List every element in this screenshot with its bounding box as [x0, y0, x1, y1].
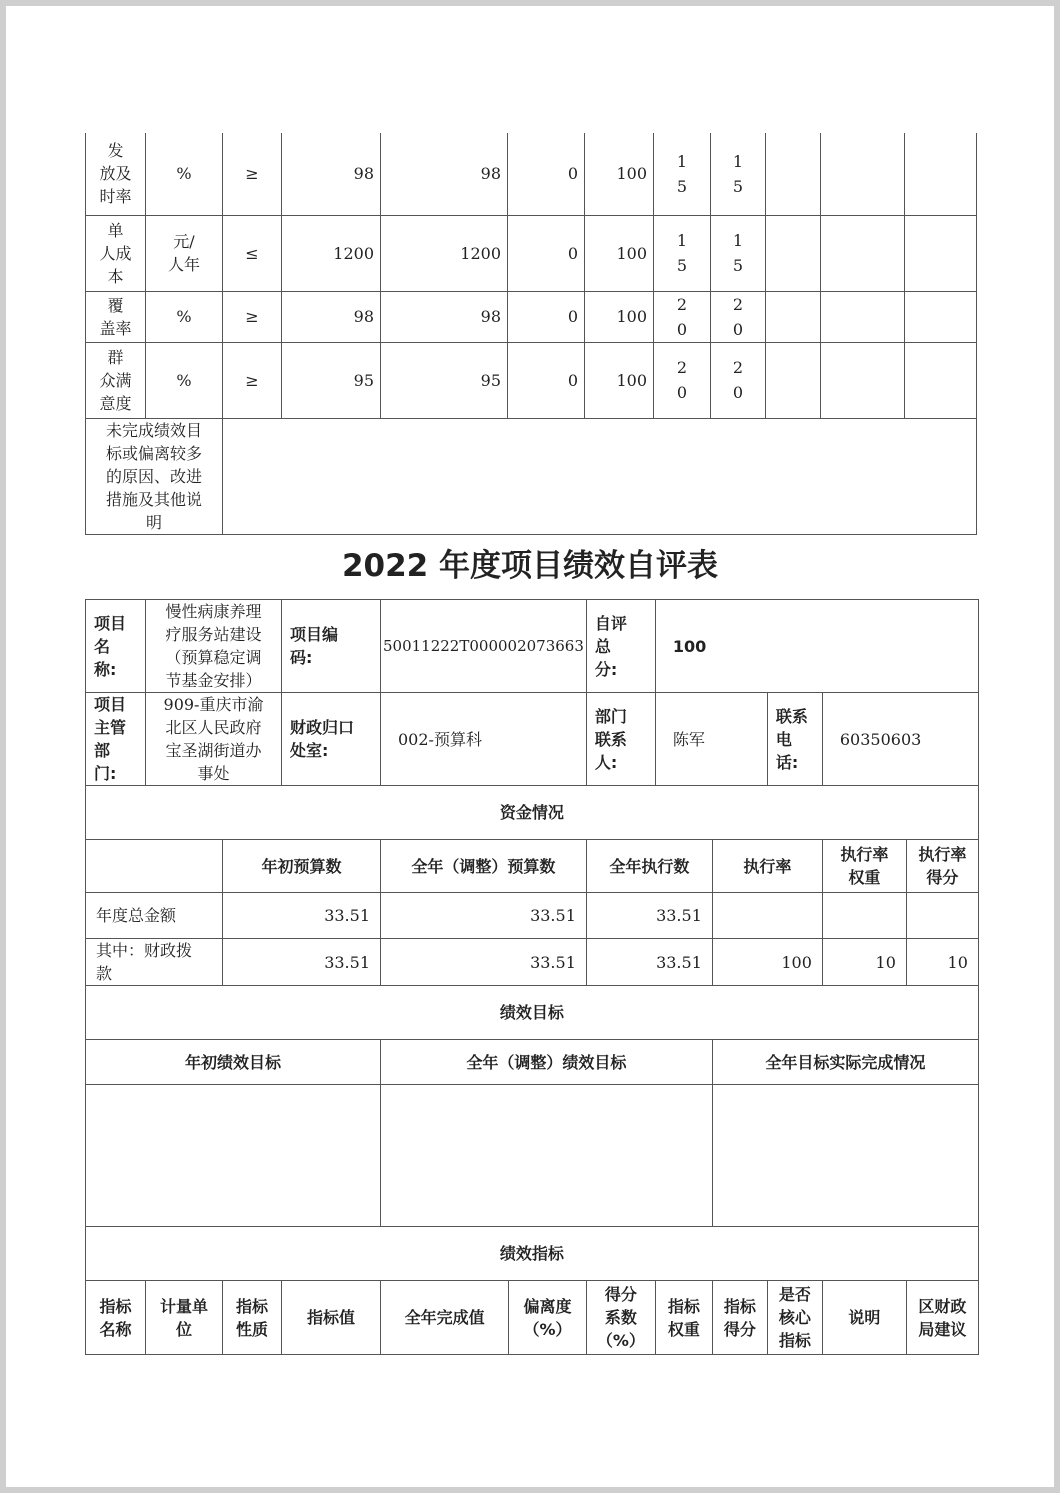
indicators-header-value: 指标值 [282, 1281, 381, 1355]
funds-header-rate: 执行率 [712, 840, 822, 893]
unfinished-reason-row [86, 418, 977, 534]
indicator-core-flag [766, 291, 821, 342]
funds-row-executed: 33.51 [586, 939, 712, 986]
contact-value: 陈军 [655, 693, 767, 786]
indicator-done: 1200 [381, 215, 508, 291]
indicator-name: 群 众满 意度 [86, 342, 146, 418]
indicator-coefficient: 100 [585, 133, 654, 215]
funds-row-initial: 33.51 [223, 893, 381, 939]
indicator-note [821, 133, 905, 215]
finance-office-value: 002-预算科 [381, 693, 587, 786]
indicator-weight: 2 0 [654, 342, 711, 418]
indicator-weight: 1 5 [654, 215, 711, 291]
indicators-section-title: 绩效指标 [86, 1227, 979, 1281]
department-label: 项目 主管 部 门: [86, 693, 146, 786]
indicator-score: 2 0 [711, 342, 766, 418]
indicator-name: 覆 盖率 [86, 291, 146, 342]
indicator-coefficient: 100 [585, 342, 654, 418]
indicator-score: 2 0 [711, 291, 766, 342]
indicator-note [821, 215, 905, 291]
funds-row [86, 893, 979, 939]
funds-row-adjusted: 33.51 [381, 939, 587, 986]
funds-row-initial: 33.51 [223, 939, 381, 986]
indicators-header-coefficient: 得分 系数 （%） [586, 1281, 655, 1355]
indicators-header-core: 是否 核心 指标 [767, 1281, 822, 1355]
indicators-header-done: 全年完成值 [381, 1281, 509, 1355]
funds-row-label: 其中：财政拨 款 [86, 939, 223, 986]
indicator-suggestion [905, 291, 977, 342]
indicator-coefficient: 100 [585, 215, 654, 291]
indicators-header-name: 指标 名称 [86, 1281, 146, 1355]
indicator-score: 1 5 [711, 215, 766, 291]
indicator-coefficient: 100 [585, 291, 654, 342]
indicator-done: 98 [381, 133, 508, 215]
goals-header-adjusted: 全年（调整）绩效目标 [381, 1040, 713, 1085]
self-evaluation-table [85, 599, 979, 1355]
self-score-value: 100 [655, 600, 978, 693]
funds-row-executed: 33.51 [586, 893, 712, 939]
project-info-row [86, 600, 979, 693]
funds-row-weight: 10 [822, 939, 906, 986]
indicators-header-deviation: 偏离度 （%） [509, 1281, 587, 1355]
indicator-note [821, 291, 905, 342]
phone-value: 60350603 [822, 693, 978, 786]
indicator-target: 98 [282, 133, 381, 215]
indicators-header-note: 说明 [822, 1281, 906, 1355]
indicator-suggestion [905, 215, 977, 291]
indicator-unit: % [146, 342, 223, 418]
indicator-operator: ≥ [223, 133, 282, 215]
indicator-row [86, 291, 977, 342]
indicator-suggestion [905, 342, 977, 418]
indicator-continuation-table [85, 133, 977, 535]
funds-header-score: 执行率 得分 [906, 840, 978, 893]
indicator-note [821, 342, 905, 418]
funds-header-executed: 全年执行数 [586, 840, 712, 893]
indicator-core-flag [766, 342, 821, 418]
indicator-name: 发 放及 时率 [86, 133, 146, 215]
funds-section-title: 资金情况 [86, 786, 979, 840]
contact-label: 部门 联系 人: [586, 693, 655, 786]
goals-adjusted-value [381, 1085, 713, 1227]
funds-row-weight [822, 893, 906, 939]
indicator-score: 1 5 [711, 133, 766, 215]
page-title: 2022 年度项目绩效自评表 [341, 548, 719, 584]
funds-row-adjusted: 33.51 [381, 893, 587, 939]
indicator-unit: % [146, 133, 223, 215]
project-code-value: 50011222T000002073663 [381, 600, 587, 693]
funds-row-rate: 100 [712, 939, 822, 986]
project-code-label: 项目编 码: [282, 600, 381, 693]
indicator-target: 95 [282, 342, 381, 418]
indicator-unit: % [146, 291, 223, 342]
indicators-header-row [86, 1281, 979, 1355]
indicators-header-unit: 计量单 位 [146, 1281, 223, 1355]
indicator-target: 1200 [282, 215, 381, 291]
project-name-label: 项目 名 称: [86, 600, 146, 693]
indicator-weight: 1 5 [654, 133, 711, 215]
indicator-core-flag [766, 133, 821, 215]
unfinished-reason-value [223, 418, 977, 534]
indicator-operator: ≥ [223, 342, 282, 418]
indicator-deviation: 0 [508, 342, 585, 418]
unfinished-reason-label: 未完成绩效目 标或偏离较多 的原因、改进 措施及其他说 明 [86, 418, 223, 534]
funds-header-row [86, 840, 979, 893]
funds-header-initial: 年初预算数 [223, 840, 381, 893]
indicator-operator: ≤ [223, 215, 282, 291]
funds-section-header [86, 786, 979, 840]
funds-row [86, 939, 979, 986]
goals-actual-value [712, 1085, 978, 1227]
project-name-value: 慢性病康养理 疗服务站建设 （预算稳定调 节基金安排） [146, 600, 282, 693]
department-value: 909-重庆市渝 北区人民政府 宝圣湖街道办 事处 [146, 693, 282, 786]
indicator-unit: 元/ 人年 [146, 215, 223, 291]
indicator-operator: ≥ [223, 291, 282, 342]
indicators-section-header [86, 1227, 979, 1281]
goals-header-row [86, 1040, 979, 1085]
indicator-done: 98 [381, 291, 508, 342]
funds-row-rate [712, 893, 822, 939]
indicators-header-weight: 指标 权重 [655, 1281, 712, 1355]
goals-header-initial: 年初绩效目标 [86, 1040, 381, 1085]
department-info-row [86, 693, 979, 786]
indicator-deviation: 0 [508, 291, 585, 342]
indicators-header-nature: 指标 性质 [223, 1281, 282, 1355]
funds-row-score: 10 [906, 939, 978, 986]
phone-label: 联系 电 话: [767, 693, 822, 786]
funds-row-score [906, 893, 978, 939]
indicator-target: 98 [282, 291, 381, 342]
finance-office-label: 财政归口 处室: [282, 693, 381, 786]
indicators-header-suggestion: 区财政 局建议 [906, 1281, 978, 1355]
indicator-deviation: 0 [508, 215, 585, 291]
indicator-deviation: 0 [508, 133, 585, 215]
goals-content-row [86, 1085, 979, 1227]
indicator-row [86, 133, 977, 215]
funds-row-label: 年度总金额 [86, 893, 223, 939]
indicator-core-flag [766, 215, 821, 291]
funds-header-blank [86, 840, 223, 893]
goals-initial-value [86, 1085, 381, 1227]
goals-section-title: 绩效目标 [86, 986, 979, 1040]
funds-header-adjusted: 全年（调整）预算数 [381, 840, 587, 893]
indicators-header-score: 指标 得分 [712, 1281, 767, 1355]
self-score-label: 自评 总 分: [586, 600, 655, 693]
document-page [6, 6, 1054, 1487]
goals-section-header [86, 986, 979, 1040]
indicator-row [86, 342, 977, 418]
indicator-name: 单 人成 本 [86, 215, 146, 291]
indicator-row [86, 215, 977, 291]
indicator-suggestion [905, 133, 977, 215]
goals-header-actual: 全年目标实际完成情况 [712, 1040, 978, 1085]
indicator-done: 95 [381, 342, 508, 418]
funds-header-weight: 执行率 权重 [822, 840, 906, 893]
indicator-weight: 2 0 [654, 291, 711, 342]
